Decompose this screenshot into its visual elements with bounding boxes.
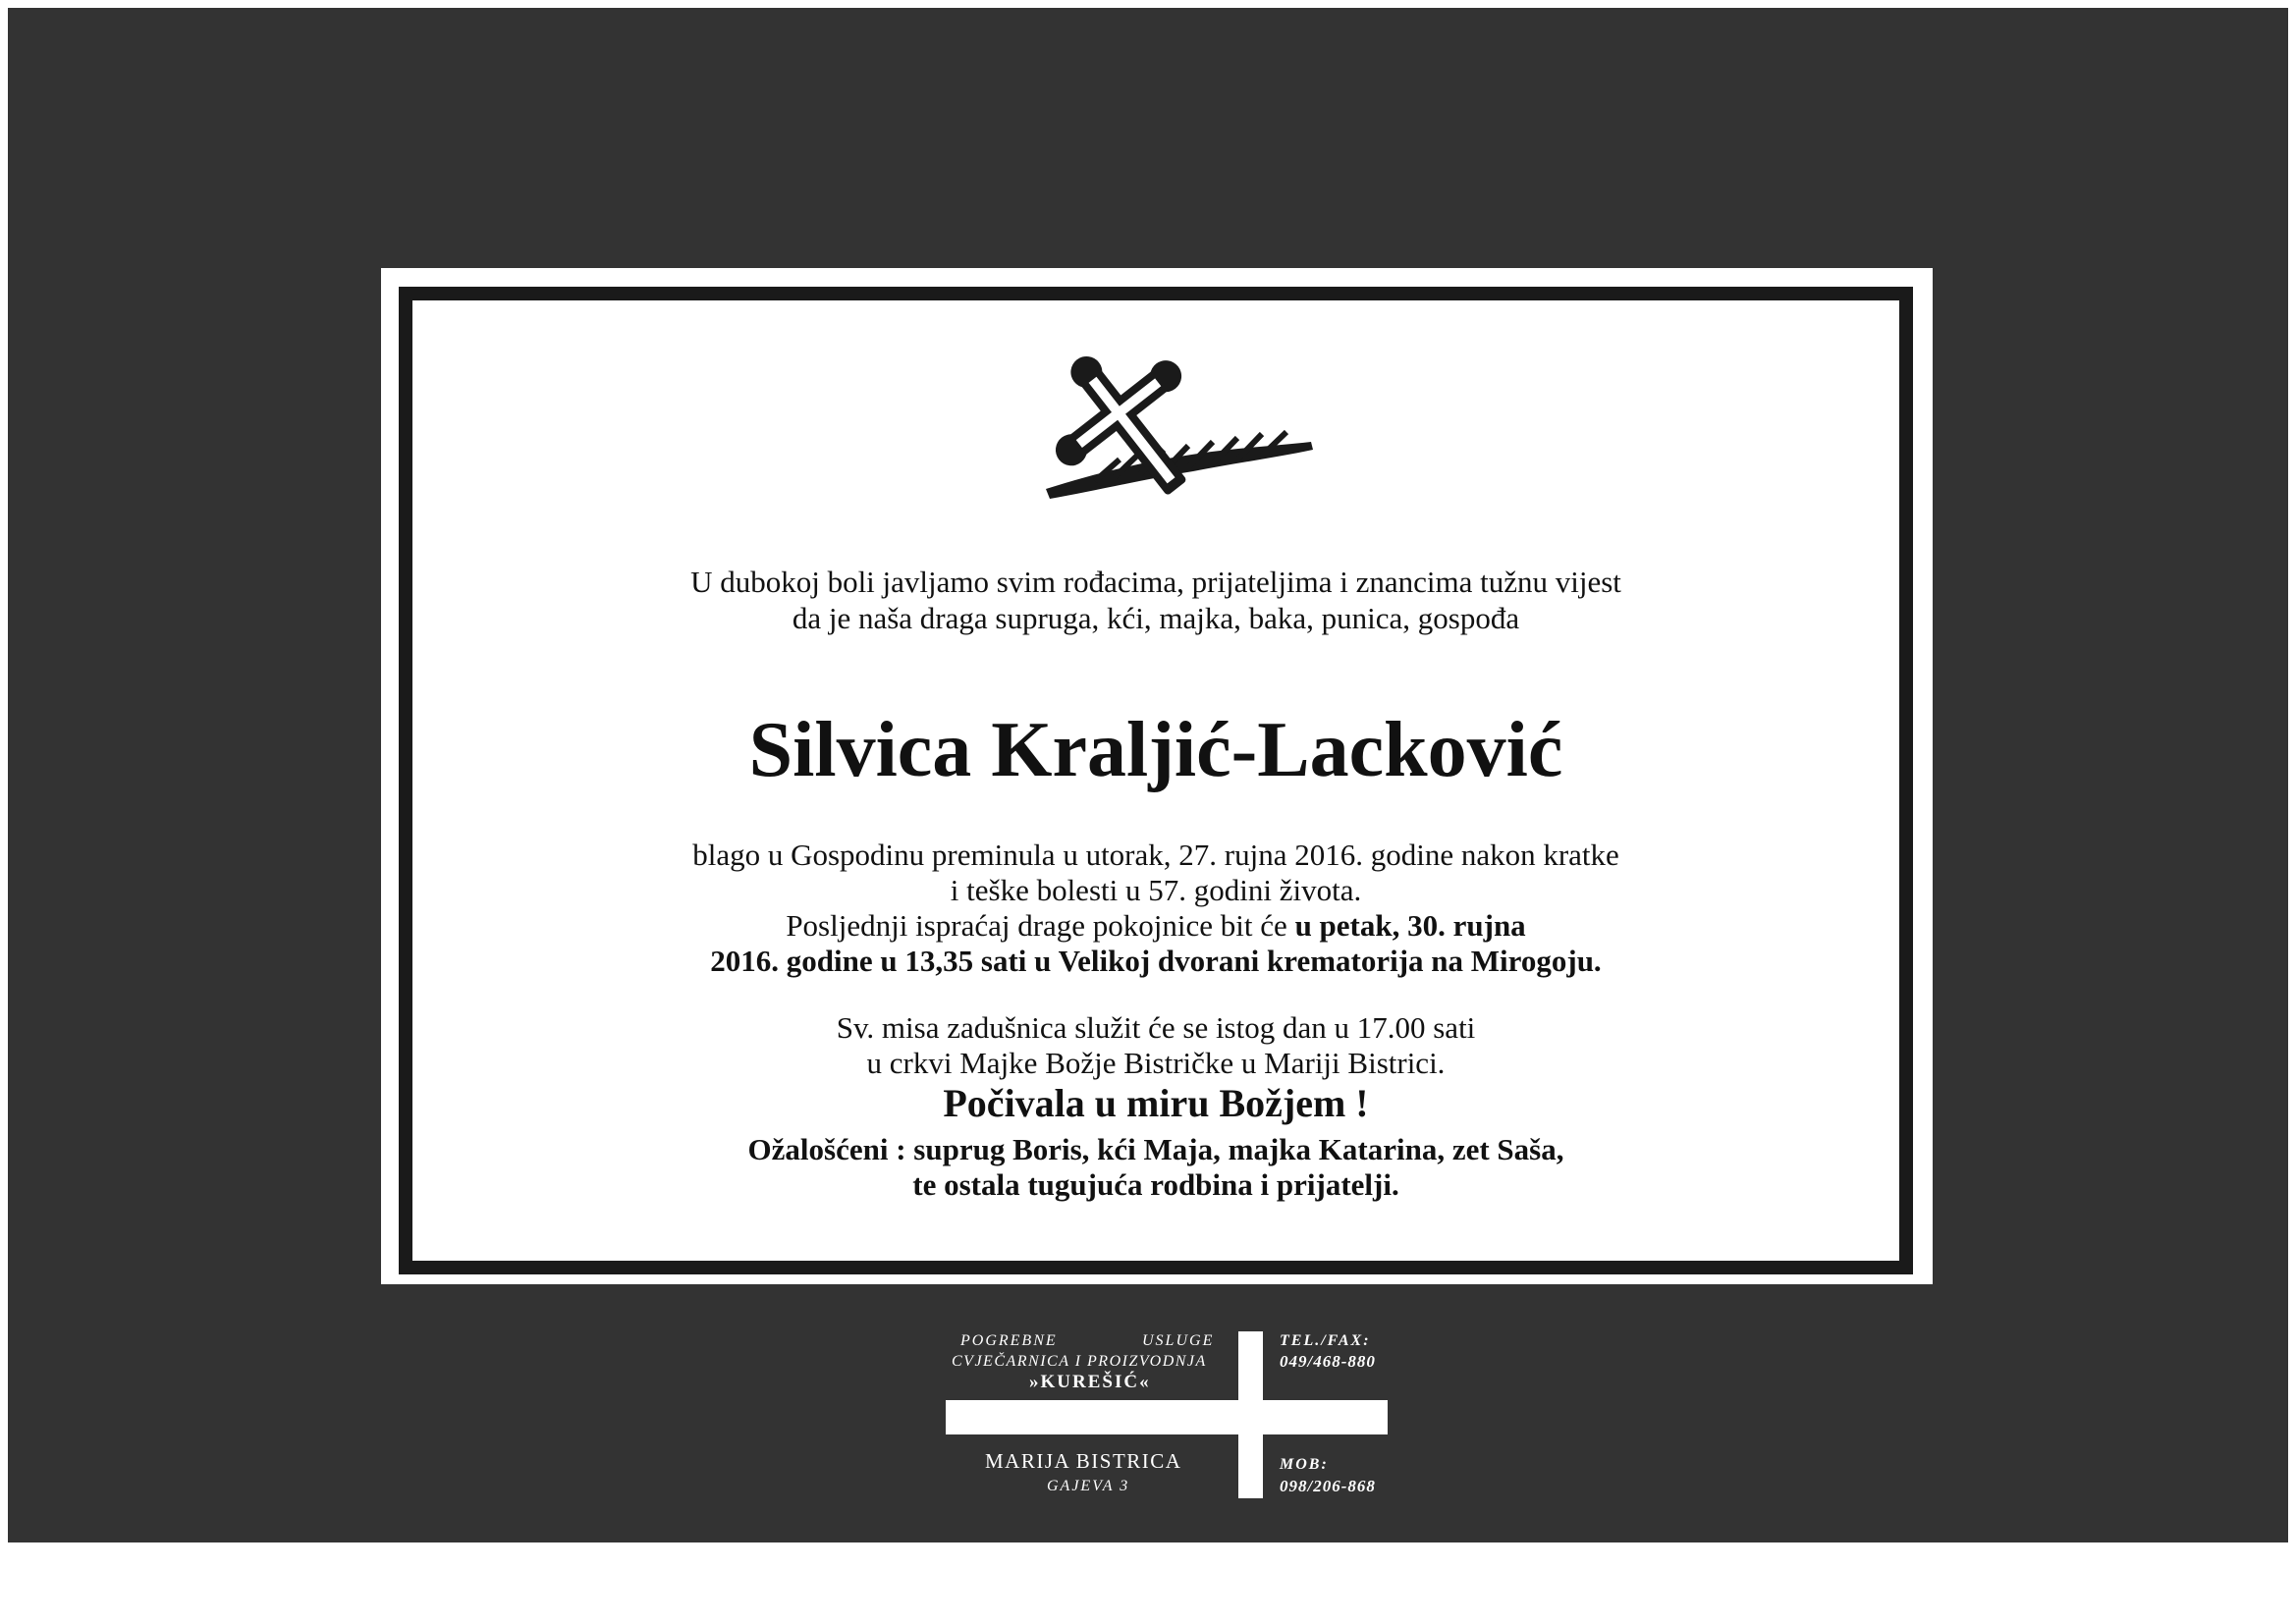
funeral-home-logo (931, 1319, 1402, 1515)
death-line-2: i teške bolesti u 57. godini života. (950, 873, 1362, 907)
funeral-line-1-date: u petak, 30. rujna (1294, 908, 1526, 943)
white-card (381, 268, 1933, 1284)
mass-line-1: Sv. misa zadušnica služit će se istog dan u 17.00 sati (836, 1010, 1476, 1045)
footer-town: MARIJA BISTRICA (985, 1449, 1182, 1473)
footer-street: GAJEVA 3 (1047, 1478, 1130, 1494)
footer-tel-number: 049/468-880 (1280, 1352, 1376, 1371)
funeral-line-1-regular: Posljednji ispraćaj drage pokojnice bit će (786, 908, 1295, 943)
obituary-poster (8, 8, 2288, 1542)
footer-tel-label: TEL./FAX: (1280, 1332, 1371, 1349)
intro-line-1: U dubokoj boli javljamo svim rođacima, prijateljima i znancima tužnu vijest (690, 565, 1621, 599)
mass-line-2: u crkvi Majke Božje Bistričke u Mariji Bistrici. (866, 1046, 1446, 1080)
footer-pogrebne: POGREBNE (960, 1332, 1058, 1349)
funeral-line-2: 2016. godine u 13,35 sati u Velikoj dvorani krematorija na Mirogoju. (710, 944, 1602, 978)
deceased-name: Silvica Kraljić-Lacković (748, 707, 1563, 793)
death-line-1: blago u Gospodinu preminula u utorak, 27. rujna 2016. godine nakon kratke (692, 838, 1619, 872)
mourners-line-1: Ožalošćeni : suprug Boris, kći Maja, majka Katarina, zet Saša, (747, 1132, 1564, 1166)
notice-frame (399, 287, 1913, 1274)
footer-mob-label: MOB: (1280, 1456, 1329, 1473)
footer-cross-bar (946, 1400, 1388, 1434)
funeral-line-1 (412, 907, 1899, 945)
mourners-line-2: te ostala tugujuća rodbina i prijatelji. (912, 1167, 1399, 1202)
cross-with-palm-branch-icon (1026, 344, 1321, 520)
footer-mob-number: 098/206-868 (1280, 1477, 1376, 1495)
footer-usluge: USLUGE (1142, 1332, 1215, 1349)
intro-line-2: da je naša draga supruga, kći, majka, baka, punica, gospođa (792, 601, 1520, 635)
rest-in-peace: Počivala u miru Božjem ! (943, 1081, 1369, 1125)
footer-cvjecarnica: CVJEČARNICA I PROIZVODNJA (952, 1353, 1207, 1370)
footer-company-name: »KUREŠIĆ« (1029, 1372, 1151, 1392)
